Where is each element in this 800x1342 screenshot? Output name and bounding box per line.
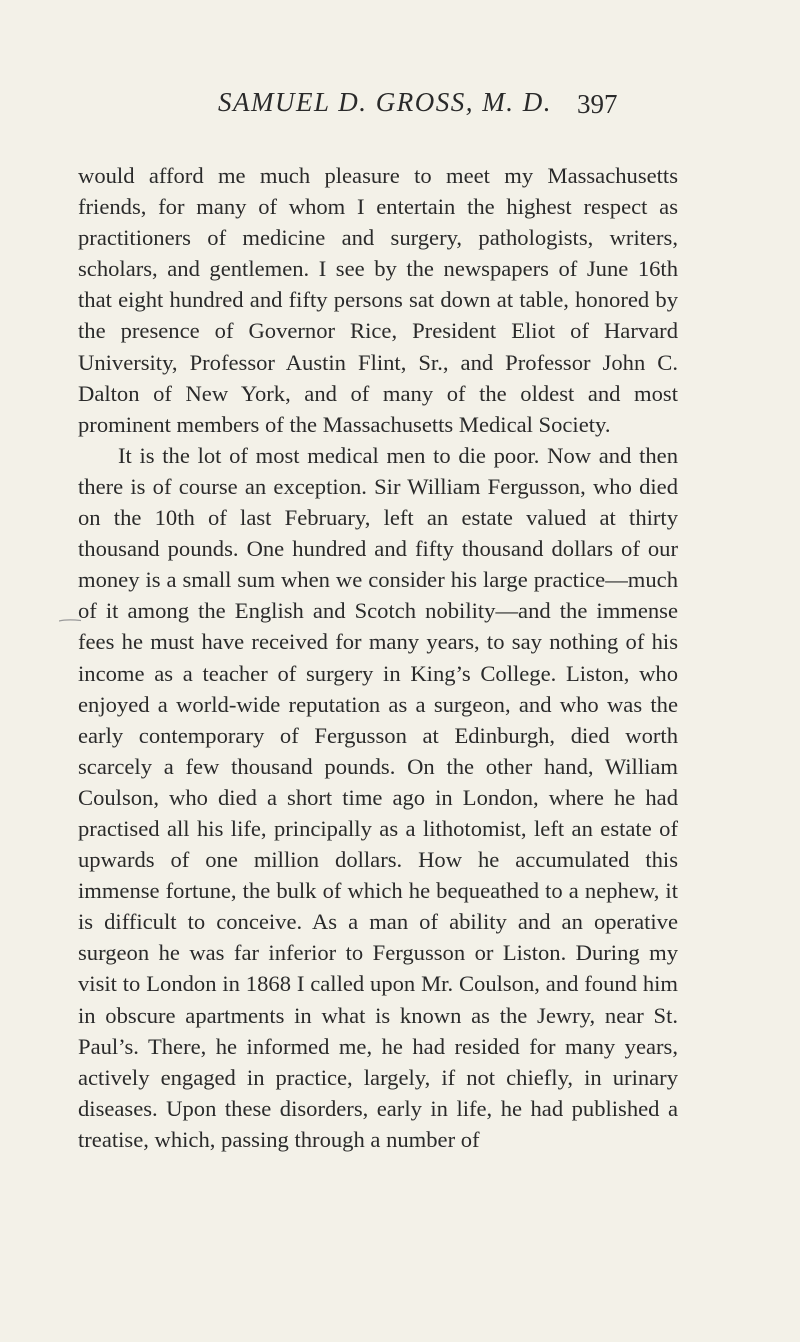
running-head: [0, 84, 800, 120]
paragraph-2: It is the lot of most medical men to die poor. Now and then there is of course an exception. Sir William Fergusson, who died on the 10th of last February, left an estate valued at thirty thousand pounds. One hundred and fifty thousand dollars of our money is a small sum when we consider his large practice—much of it among the English and Scotch nobility—and the immense fees he must have received for many years, to say nothing of his income as a teacher of surgery in King’s College. Liston, who enjoyed a world-wide reputation as a surgeon, and who was the early contemporary of Fergusson at Edinburgh, died worth scarcely a few thousand pounds. On the other hand, William Coulson, who died a short time ago in London, where he had practised all his life, principally as a lithotomist, left an estate of upwards of one million dollars. How he accumulated this immense fortune, the bulk of which he bequeathed to a nephew, it is difficult to conceive. As a man of ability and an operative surgeon he was far inferior to Fergusson or Liston. During my visit to London in 1868 I called upon Mr. Coulson, and found him in obscure apartments in what is known as the Jewry, near St. Paul’s. There, he informed me, he had resided for many years, actively engaged in practice, largely, if not chiefly, in urinary diseases. Upon these disorders, early in life, he had published a treatise, which, passing through a number of: [78, 442, 678, 1152]
paragraph-1: would afford me much pleasure to meet my Massachusetts friends, for many of whom I entertain the highest respect as practitioners of medicine and surgery, pathologists, writers, scholars, and gentlemen. I see by the newspapers of June 16th that eight hundred and fifty persons sat down at table, honored by the presence of Governor Rice, President Eliot of Harvard University, Professor Austin Flint, Sr., and Professor John C. Dalton of New York, and of many of the oldest and most prominent members of the Massachusetts Medical Society.: [78, 163, 678, 437]
body-text: [78, 160, 678, 1155]
page-number: 397: [577, 89, 618, 119]
running-title: SAMUEL D. GROSS, M. D.: [218, 87, 552, 117]
